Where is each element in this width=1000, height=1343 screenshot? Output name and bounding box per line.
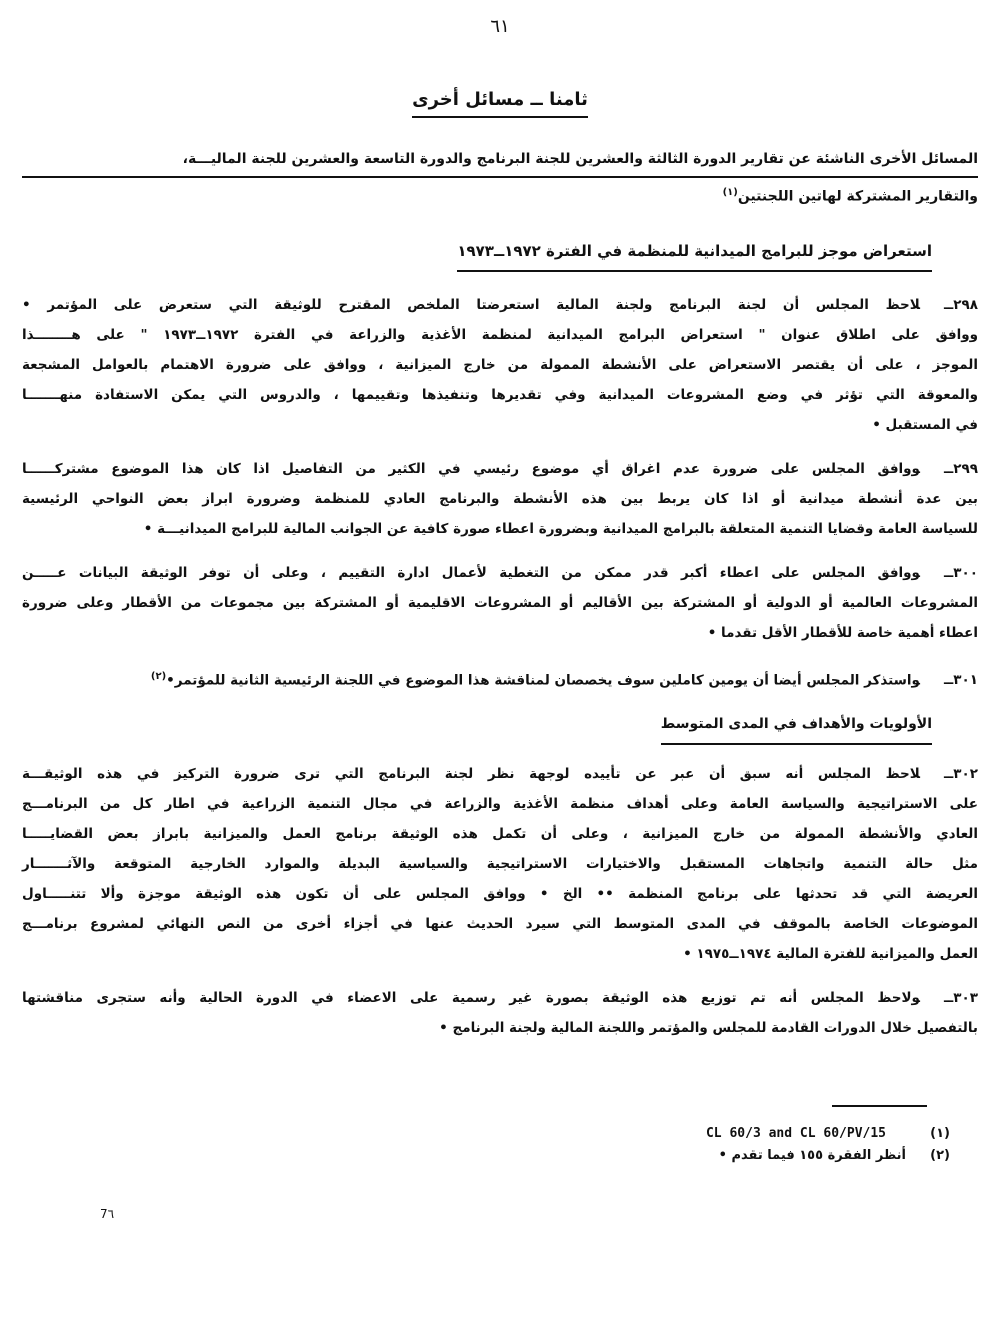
paragraph-number: ٣٠٢ــ [944,766,978,783]
footnote-divider [832,1105,927,1107]
footnote-2 [22,1145,978,1167]
heading-joint-reports [22,178,978,212]
heading-field-programmes-review: استعراض موجز للبرامج الميدانية للمنظمة في الفترة ١٩٧٢ــ١٩٧٣ [457,236,932,272]
heading-field-programmes-wrap [22,236,978,272]
paragraph-line: العادي والأنشطة الممولة من خارج الميزانية ، وعلى أن تكمل هذه الوثيقة برنامج العمل والميزانية بابراز بعض القضايـــــا [22,826,978,843]
paragraph-line-text: واستذكر المجلس أيضا أن يومين كاملين سوف يخصصان لمناقشة هذا الموضوع في اللجنة الرئيسية الثانية للمؤتمر• [166,672,921,689]
paragraph-number: ٣٠٠ــ [944,564,978,581]
heading-other-matters: المسائل الأخرى الناشئة عن تقارير الدورة الثالثة والعشرين للجنة البرنامج والدورة التاسعة والعشرين للجنة الماليـــة، [22,144,978,178]
paragraph-number: ٣٠٣ــ [944,990,978,1007]
paragraph-line [22,290,978,320]
paragraph-line-text: ولاحظ المجلس أنه تم توزيع هذه الوثيقة بصورة غير رسمية على الاعضاء في الدورة الحالية وأنه ستجرى مناقشتها [22,990,921,1007]
paragraph-line: مثل حالة التنمية واتجاهات المستقبل والاختيارات الاستراتيجية والسياسية البديلة والموارد الخارجية المتوقعة والآثـــــــار [22,856,978,873]
footnotes [22,1105,978,1167]
paragraph-number: ٣٠١ــ [944,672,978,689]
paragraph-299 [22,454,978,544]
paragraph-line: المشروعات العالمية أو الدولية أو المشتركة بين الأقاليم أو المشروعات الاقليمية أو المشتركة بين مجموعات من الأقطار وعلى ضرورة [22,594,978,611]
paragraph-line-text: ووافق المجلس على اعطاء أكبر قدر ممكن من التغطية لأعمال ادارة التقييم ، وعلى أن توفر الوثيقة البيانات عـــــن [22,564,921,581]
paragraph-line [22,662,978,696]
section-title: ثامنا ــ مسائل أخرى [412,89,588,118]
footnote-1 [22,1123,978,1145]
paragraph-line-text: ووافق المجلس على ضرورة عدم اغراق أي موضوع رئيسي في الكثير من التفاصيل اذا كان هذا الموضوع مشتركــــــا [22,460,921,477]
paragraph-298 [22,290,978,440]
paragraph-303 [22,983,978,1043]
paragraph-line-text: لاحظ المجلس أنه سبق أن عبر عن تأييده لوجهة نظر لجنة البرنامج التي ترى ضرورة التركيز في هذه الوثيقـــة [22,766,921,783]
paragraph-302 [22,759,978,969]
heading-medium-term-wrap [22,709,978,745]
paragraph-line: العمل والميزانية للفترة المالية ١٩٧٤ــ١٩٧٥ • [683,946,978,963]
footnote-ref-2[interactable]: (٢) [150,670,167,682]
footnote-ref-1[interactable]: (١) [722,187,738,198]
paragraph-line [22,759,978,789]
paragraph-line-text: لاحظ المجلس أن لجنة البرنامج ولجنة المالية استعرضتا الملخص المقترح للوثيقة التي ستعرض على المؤتمر • [22,296,921,313]
paragraph-line: على الاستراتيجية والسياسة العامة وعلى أهداف منظمة الأغذية والزراعة في مجال التنمية الزراعية في اطار كل من البرنامـــج [22,796,978,813]
corner-page-mark: 7٦ [100,1207,115,1222]
paragraph-line [22,983,978,1013]
paragraph-line: والمعوقة التي تؤثر في وضع المشروعات الميدانية وفي تقديرها وتنفيذها وتقييمها ، والدروس التي يمكن الاستفادة منهـــــــا [22,386,978,403]
paragraph-line: بالتفصيل خلال الدورات القادمة للمجلس والمؤتمر واللجنة المالية ولجنة البرنامج • [439,1020,978,1037]
paragraph-line: ووافق على اطلاق عنوان " استعراض البرامج الميدانية لمنظمة الأغذية والزراعة في الفترة ١٩٧٢ــ١٩٧٣ " على هــــــــذا [22,326,978,343]
paragraph-number: ٢٩٨ــ [944,296,978,313]
paragraph-line: العريضة التي قد تحدثها على برنامج المنظمة •• الخ • ووافق المجلس على أن تكون هذه الوثيقة موجزة وألا تتنـــــاول [22,886,978,903]
paragraph-line [22,454,978,484]
footnote-1-text: CL 60/3 and CL 60/PV/15 [705,1126,886,1142]
heading-joint-reports-text: والتقارير المشتركة لهاتين اللجنتين [737,188,978,205]
paragraph-line: اعطاء أهمية خاصة للأقطار الأقل تقدما • [707,624,978,641]
footnote-2-text: أنظر الفقرة ١٥٥ فيما تقدم • [718,1148,906,1164]
paragraph-line: للسياسة العامة وقضايا التنمية المتعلقة بالبرامج الميدانية وبضرورة اعطاء صورة كافية عن الجوانب المالية للبرامج الميدانيـــة • [143,520,978,537]
heading-medium-term-priorities: الأولويات والأهداف في المدى المتوسط [661,709,932,745]
section-title-wrap [22,89,978,118]
footnote-1-mark: (١) [930,1126,950,1142]
paragraph-number: ٢٩٩ــ [944,460,978,477]
paragraph-line: في المستقبل • [872,416,978,433]
paragraph-line: بين عدة أنشطة ميدانية أو اذا كان يربط بين هذه الأنشطة والبرنامج العادي للمنظمة وضرورة ابراز بعض النواحي الرئيسية [22,490,978,507]
paragraph-300 [22,558,978,648]
footnote-2-mark: (٢) [930,1148,950,1164]
paragraph-line: الموجز ، على أن يقتصر الاستعراض على الأنشطة الممولة من خارج الميزانية ، ووافق على ضرورة الاهتمام بالعوامل المشجعة [22,356,978,373]
page-number: ٦١ [490,16,510,37]
paragraph-line: الموضوعات الخاصة بالموقف في المدى المتوسط التي سيرد الحديث عنها في أجزاء أخرى من النص النهائي لمشروع برنامـــج [22,916,978,933]
paragraph-line [22,558,978,588]
paragraph-301 [22,662,978,696]
